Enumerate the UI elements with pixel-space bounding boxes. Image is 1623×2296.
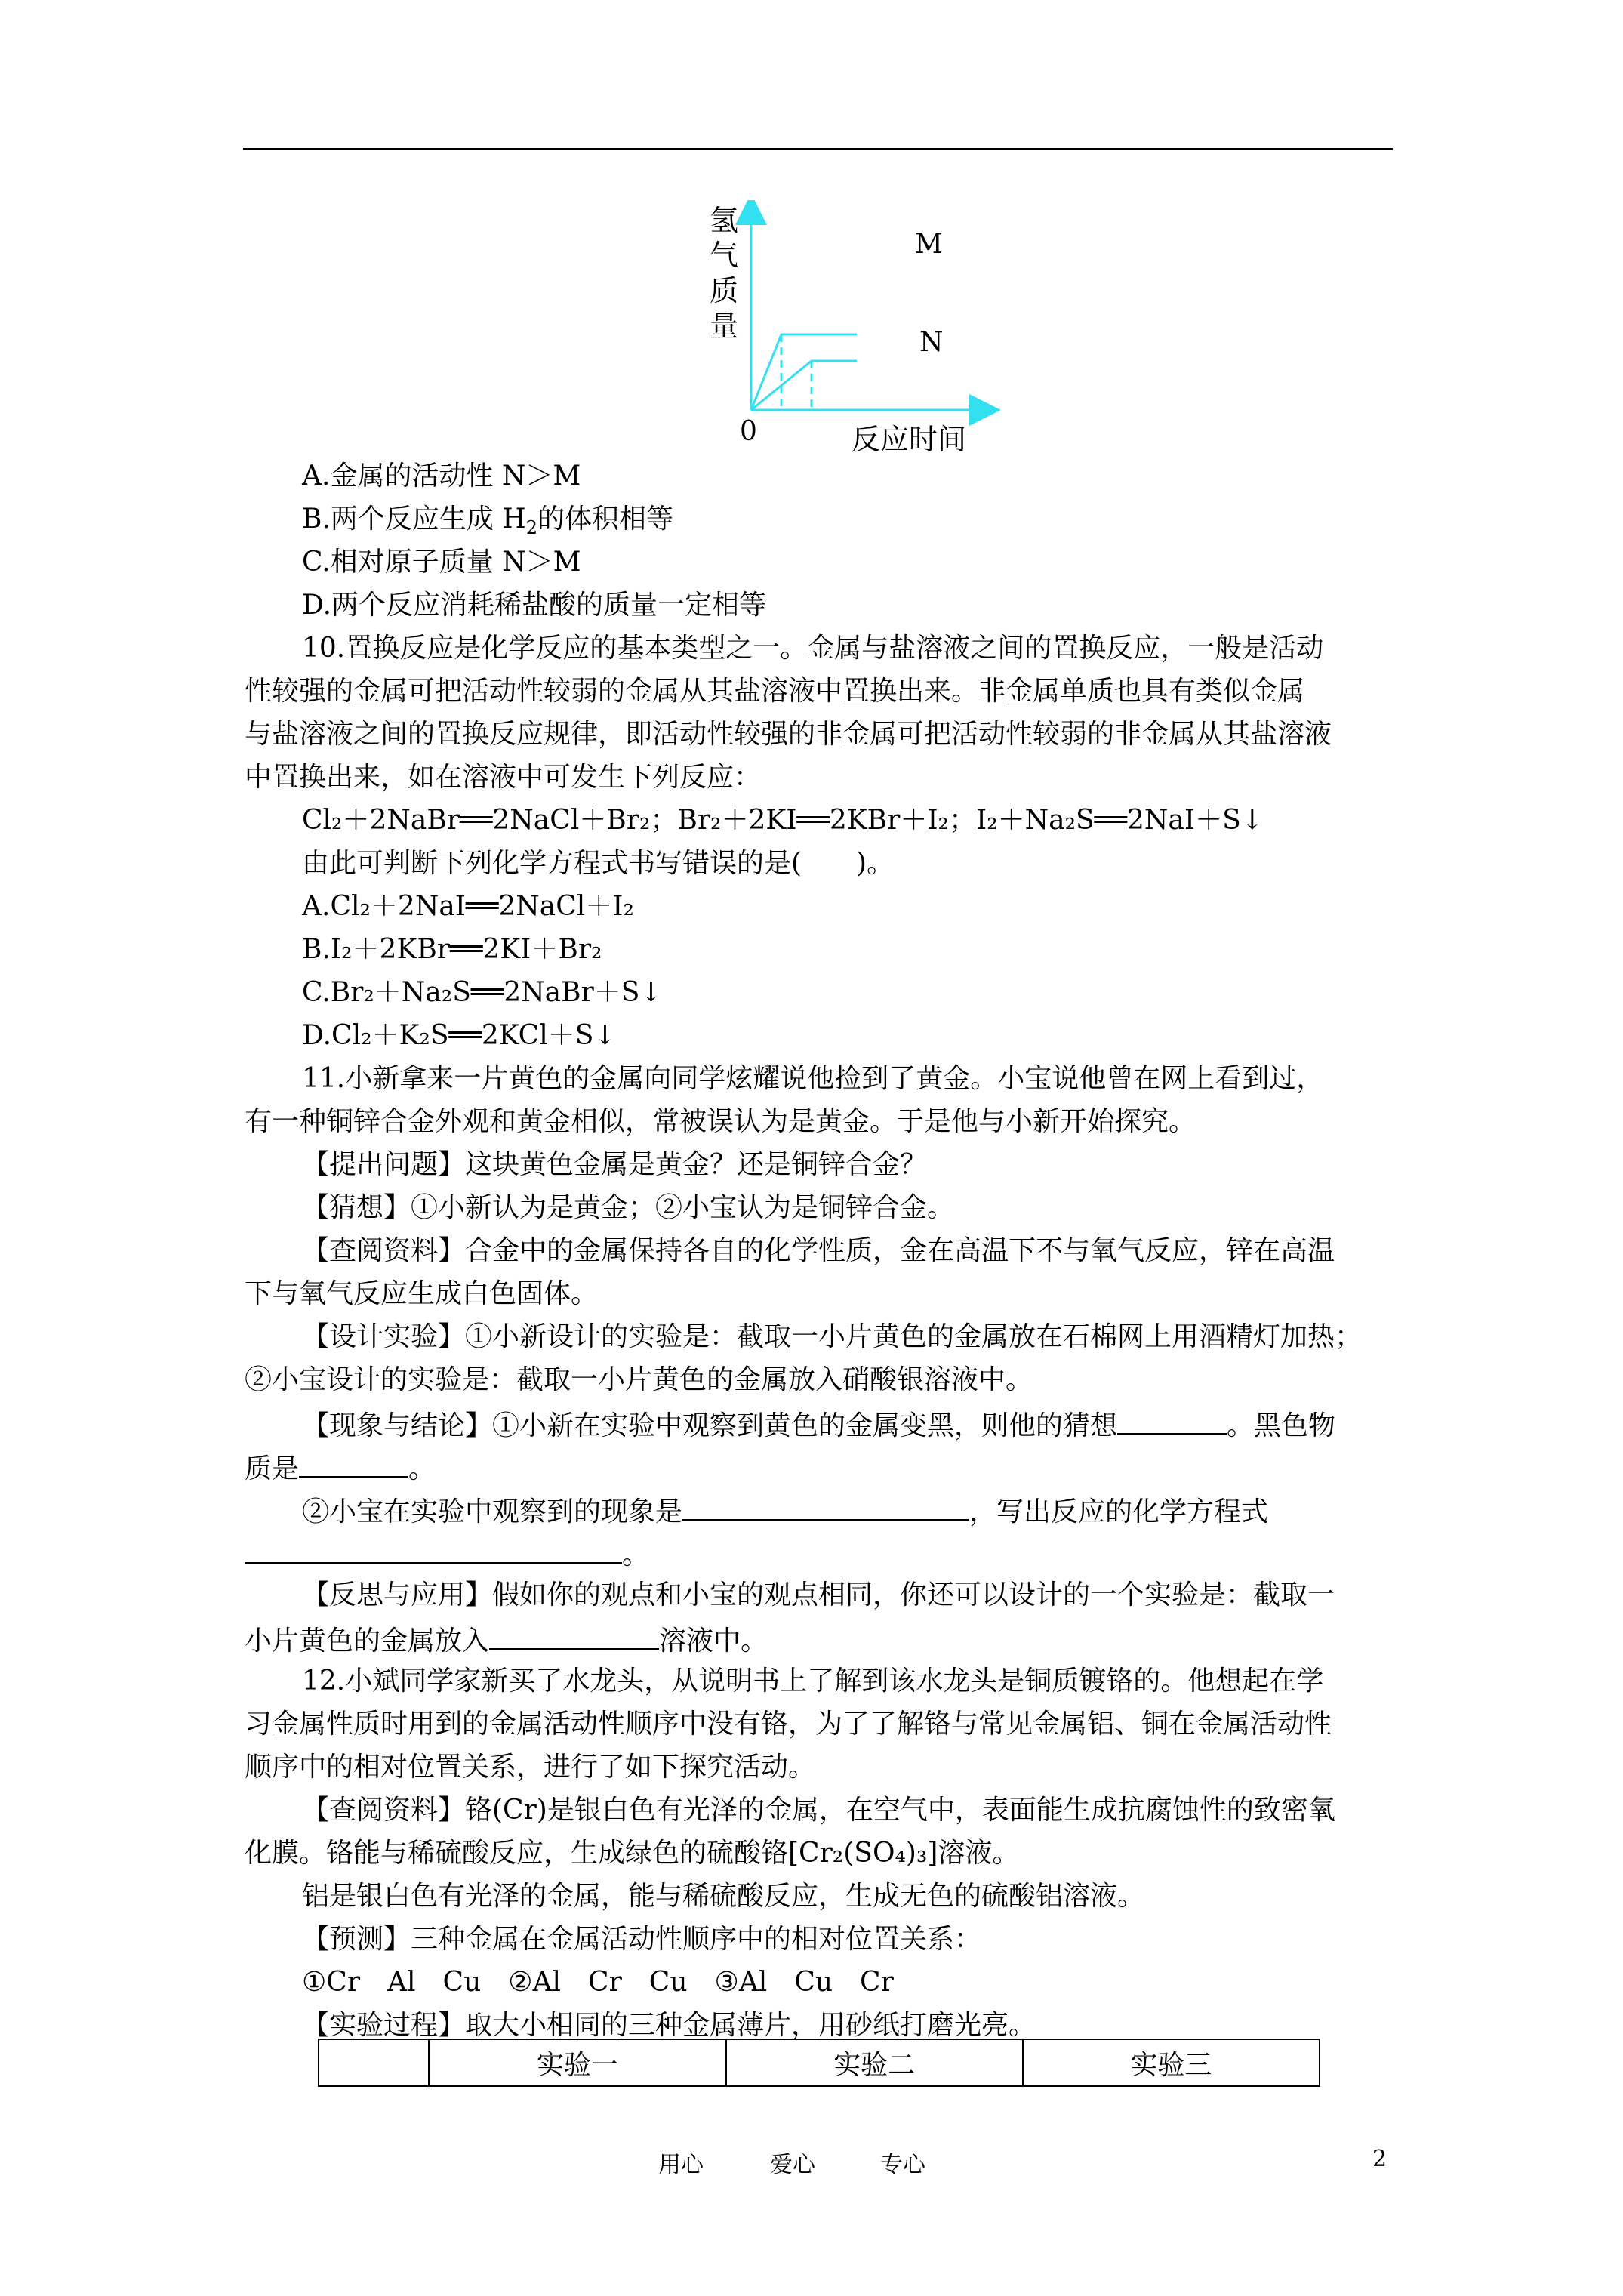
q11-intro-1: 11.小新拿来一片黄色的金属向同学炫耀说他捡到了黄金。小宝说他曾在网上看到过， <box>302 1063 1324 1094</box>
q12-info-1: 【查阅资料】铬(Cr)是银白色有光泽的金属，在空气中，表面能生成抗腐蚀性的致密氧 <box>302 1795 1335 1826</box>
q11-design-1: 【设计实验】①小新设计的实验是：截取一小片黄色的金属放在石棉网上用酒精灯加热； <box>302 1321 1363 1352</box>
q10-option-d: D.Cl₂＋K₂S══2KCl＋S↓ <box>302 1020 617 1051</box>
q10-option-a: A.Cl₂＋2NaI══2NaCl＋I₂ <box>302 891 634 922</box>
origin-label: 0 <box>740 416 757 447</box>
series-label-n: N <box>919 327 944 358</box>
q12-aluminum: 铝是银白色有光泽的金属，能与稀硫酸反应，生成无色的硫酸铝溶液。 <box>302 1881 1145 1912</box>
table-header-cell: 实验三 <box>1023 2039 1320 2086</box>
q11-xiaobao-1 <box>302 1492 1268 1530</box>
y-label-char-4: 量 <box>710 310 739 343</box>
q11-xiaobao-text-a: ②小宝在实验中观察到的现象是 <box>302 1496 683 1527</box>
y-label-char-3: 质 <box>710 274 739 307</box>
q11-intro-2: 有一种铜锌合金外观和黄金相似，常被误认为是黄金。于是他与小新开始探究。 <box>245 1106 1196 1137</box>
footer-left: 用心 <box>658 2152 704 2178</box>
q10-equations: Cl₂＋2NaBr══2NaCl＋Br₂；Br₂＋2KI══2KBr＋I₂；I₂＋Na₂S══2NaI＋S↓ <box>302 805 1264 836</box>
q10-line-2: 性较强的金属可把活动性较弱的金属从其盐溶液中置换出来。非金属单质也具有类似金属 <box>245 676 1305 707</box>
footer-mid: 爱心 <box>770 2152 815 2178</box>
experiment-table <box>318 2039 1320 2087</box>
page-number: 2 <box>1372 2146 1387 2172</box>
table-header-cell <box>319 2039 429 2086</box>
q12-intro-3: 顺序中的相对位置关系，进行了如下探究活动。 <box>245 1752 816 1783</box>
q12-process: 【实验过程】取大小相同的三种金属薄片，用砂纸打磨光亮。 <box>302 2010 1036 2041</box>
q11-design-2: ②小宝设计的实验是：截取一小片黄色的金属放入硝酸银溶液中。 <box>245 1364 1033 1395</box>
hydrogen-mass-chart <box>694 200 1012 461</box>
answer-blank-guess[interactable] <box>1117 1406 1227 1435</box>
q12-predict: 【预测】三种金属在金属活动性顺序中的相对位置关系： <box>302 1924 982 1955</box>
answer-blank-phenomenon[interactable] <box>682 1492 969 1521</box>
series-line-m <box>751 334 857 410</box>
q11-phenomenon-text-c: 质是 <box>245 1453 300 1484</box>
series-label-m: M <box>915 229 943 260</box>
q12-intro-1: 12.小斌同学家新买了水龙头，从说明书上了解到该水龙头是铜质镀铬的。他想起在学 <box>302 1666 1324 1697</box>
answer-blank-black-substance[interactable] <box>299 1449 408 1478</box>
q9-option-b-sub: 2 <box>525 517 538 539</box>
x-axis-label: 反应时间 <box>852 423 967 456</box>
q11-reflect-text-a: 小片黄色的金属放入 <box>245 1626 490 1657</box>
q9-option-b-tail: 的体积相等 <box>537 504 674 535</box>
q11-reflect-1: 【反思与应用】假如你的观点和小宝的观点相同，你还可以设计的一个实验是：截取一 <box>302 1579 1335 1610</box>
q11-xiaobao-text-end: 。 <box>622 1539 650 1570</box>
q10-question: 由此可判断下列化学方程式书写错误的是( )。 <box>302 848 895 879</box>
q11-problem: 【提出问题】这块黄色金属是黄金？还是铜锌合金？ <box>302 1149 928 1180</box>
q11-info-2: 下与氧气反应生成白色固体。 <box>245 1278 599 1309</box>
header-rule <box>243 148 1393 150</box>
q11-xiaobao-2 <box>245 1535 649 1573</box>
q12-orders: ①Cr Al Cu ②Al Cr Cu ③Al Cu Cr <box>302 1967 894 1998</box>
q11-xiaobao-text-b: ，写出反应的化学方程式 <box>969 1496 1269 1527</box>
q11-phenomenon-2 <box>245 1449 436 1487</box>
q10-line-1: 10.置换反应是化学反应的基本类型之一。金属与盐溶液之间的置换反应，一般是活动 <box>302 633 1324 664</box>
q11-reflect-2 <box>245 1621 768 1659</box>
q11-info-1: 【查阅资料】合金中的金属保持各自的化学性质，金在高温下不与氧气反应，锌在高温 <box>302 1235 1335 1266</box>
q12-intro-2: 习金属性质时用到的金属活动性顺序中没有铬，为了了解铬与常见金属铝、铜在金属活动性 <box>245 1709 1332 1740</box>
q9-option-a: A.金属的活动性 N＞M <box>302 461 581 492</box>
footer-right: 专心 <box>880 2152 925 2178</box>
q10-option-c: C.Br₂＋Na₂S══2NaBr＋S↓ <box>302 977 663 1008</box>
table-header-cell: 实验一 <box>429 2039 725 2086</box>
q11-phenomenon-text-d: 。 <box>408 1453 436 1484</box>
q11-phenomenon-text-a: 【现象与结论】①小新在实验中观察到黄色的金属变黑，则他的猜想 <box>302 1410 1118 1441</box>
q11-guess: 【猜想】①小新认为是黄金；②小宝认为是铜锌合金。 <box>302 1192 955 1223</box>
answer-blank-equation[interactable] <box>245 1535 622 1564</box>
table-header-cell: 实验二 <box>726 2039 1023 2086</box>
q9-option-b <box>302 502 673 545</box>
q12-info-2: 化膜。铬能与稀硫酸反应，生成绿色的硫酸铬[Cr₂(SO₄)₃]溶液。 <box>245 1838 1020 1869</box>
q10-option-b: B.I₂＋2KBr══2KI＋Br₂ <box>302 934 602 965</box>
q10-line-4: 中置换出来，如在溶液中可发生下列反应： <box>245 762 762 793</box>
y-label-char-1: 氢 <box>710 204 739 237</box>
q9-option-b-text: B.两个反应生成 H <box>302 504 526 535</box>
q11-phenomenon-text-b: 。黑色物 <box>1227 1410 1336 1441</box>
q11-reflect-text-b: 溶液中。 <box>659 1626 768 1657</box>
q9-option-c: C.相对原子质量 N＞M <box>302 547 581 578</box>
table-header-row <box>319 2039 1320 2086</box>
q9-option-d: D.两个反应消耗稀盐酸的质量一定相等 <box>302 590 767 621</box>
y-label-char-2: 气 <box>710 239 739 272</box>
answer-blank-solution[interactable] <box>489 1621 659 1650</box>
q10-line-3: 与盐溶液之间的置换反应规律，即活动性较强的非金属可把活动性较弱的非金属从其盐溶液 <box>245 719 1332 750</box>
q11-phenomenon-1 <box>302 1406 1335 1444</box>
